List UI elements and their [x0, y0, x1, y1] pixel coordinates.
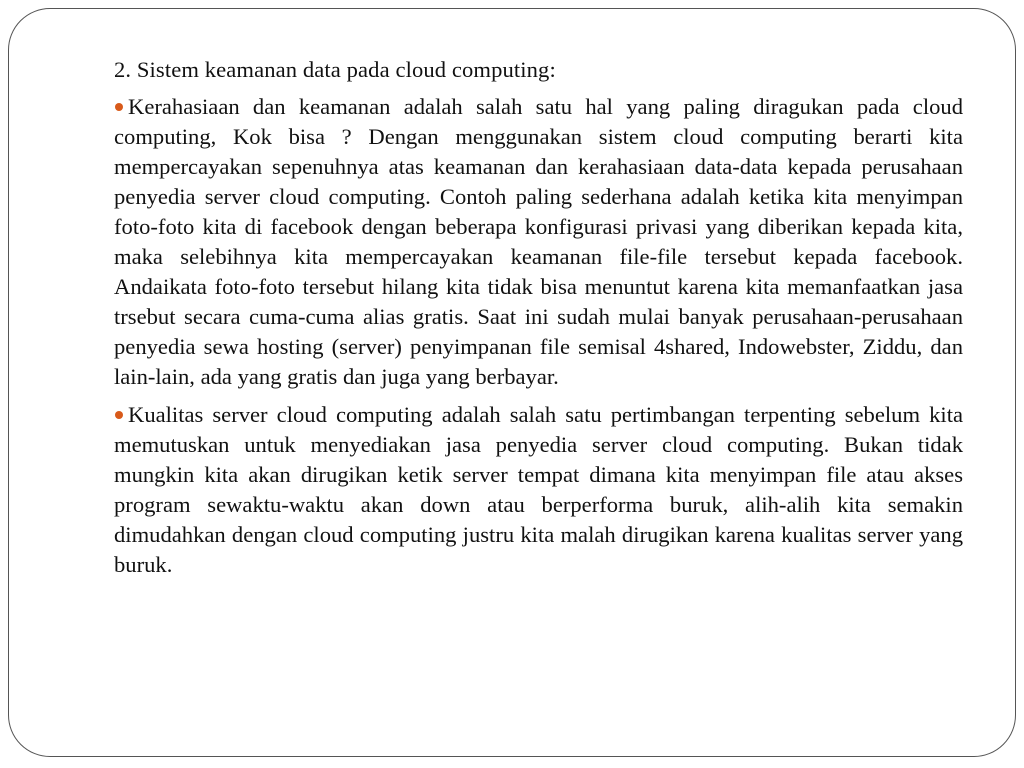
slide-content	[114, 55, 963, 588]
bullet-icon	[115, 103, 123, 111]
bullet-paragraph-1-text: Kerahasiaan dan keamanan adalah salah satu hal yang paling diragukan pada cloud computing, Kok bisa ? Dengan menggunakan sistem cloud computing berarti kita mempercayakan sepenuhnya atas keamanan dan kerahasiaan data-data kepada perusahaan penyedia server cloud computing. Contoh paling sederhana adalah ketika kita menyimpan foto-foto kita di facebook dengan beberapa konfigurasi privasi yang diberikan kepada kita, maka selebihnya kita mempercayakan keamanan file-file tersebut kepada facebook. Andaikata foto-foto tersebut hilang kita tidak bisa menuntut karena kita memanfaatkan jasa trsebut secara cuma-cuma alias gratis. Saat ini sudah mulai banyak perusahaan-perusahaan penyedia sewa hosting (server) penyimpanan file semisal 4shared, Indowebster, Ziddu, dan lain-lain, ada yang gratis dan juga yang berbayar.	[114, 94, 963, 389]
bullet-icon	[115, 411, 123, 419]
bullet-paragraph-2-text: Kualitas server cloud computing adalah salah satu pertimbangan terpenting sebelum kita memutuskan untuk menyediakan jasa penyedia server cloud computing. Bukan tidak mungkin kita akan dirugikan ketik server tempat dimana kita menyimpan file atau akses program sewaktu-waktu akan down atau berperforma buruk, alih-alih kita semakin dimudahkan dengan cloud computing justru kita malah dirugikan karena kualitas server yang buruk.	[114, 402, 963, 577]
bullet-paragraph-1	[114, 92, 963, 392]
bullet-paragraph-2	[114, 400, 963, 580]
slide-heading: 2. Sistem keamanan data pada cloud computing:	[114, 57, 556, 82]
